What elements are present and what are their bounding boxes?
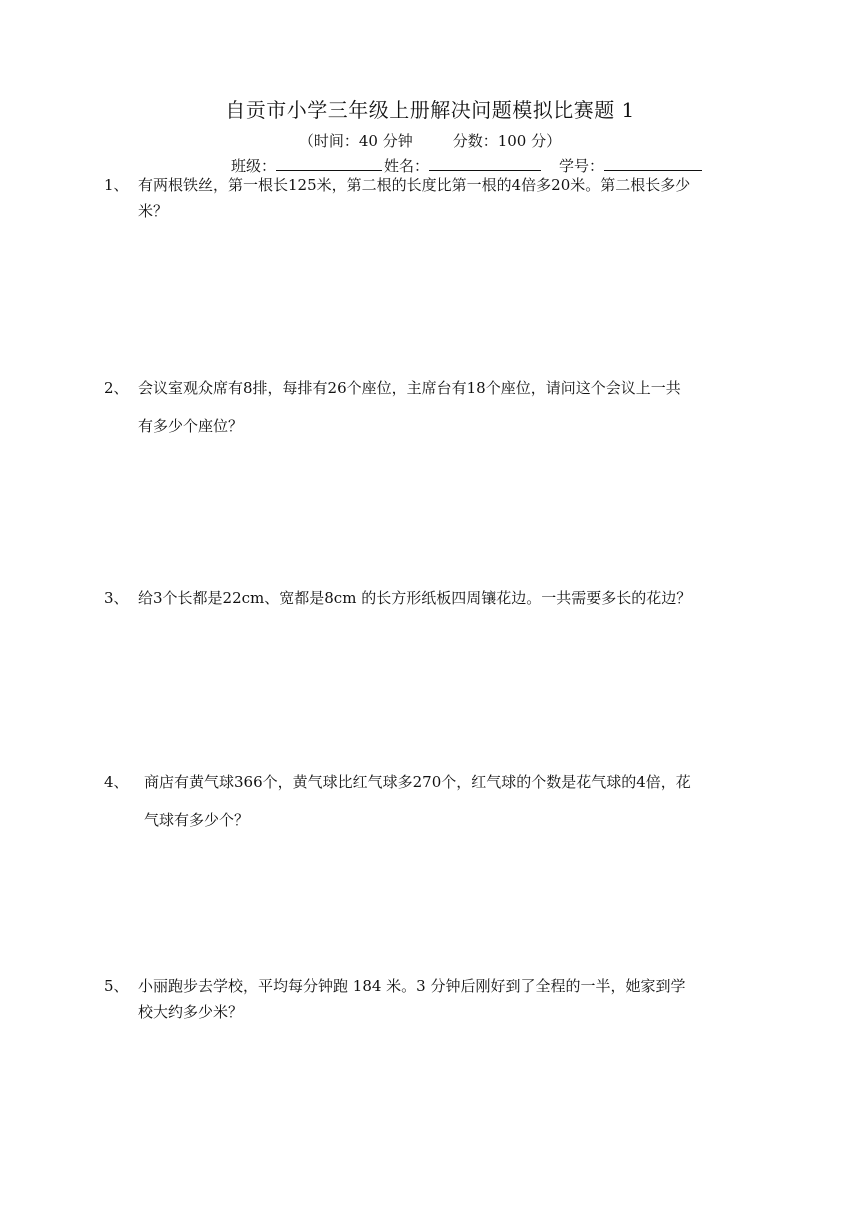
question-text (144, 763, 691, 839)
question-text-line: 小丽跑步去学校，平均每分钟跑 184 米。3 分钟后刚好到了全程的一半，她家到学 (138, 977, 686, 995)
name-label: 姓名： (384, 157, 430, 175)
question-text (138, 585, 691, 611)
student-id-field[interactable] (604, 154, 702, 171)
question-text-line: 会议室观众席有8排，每排有26个座位，主席台有18个座位，请问这个会议上一共 (138, 379, 681, 397)
total-score: 分数：100 分） (452, 132, 562, 150)
page-title: 自贡市小学三年级上册解决问题模拟比赛题 1 (225, 98, 635, 122)
question-number: 5、 (104, 977, 129, 995)
class-field[interactable] (276, 154, 382, 171)
question-text (138, 369, 681, 445)
question-number: 4、 (104, 773, 129, 791)
question-text-line: 给3个长都是22cm、宽都是8cm 的长方形纸板四周镶花边。一共需要多长的花边？ (138, 589, 692, 607)
question-3 (104, 585, 764, 615)
question-text (138, 172, 690, 224)
question-5 (104, 973, 764, 1033)
time-limit: （时间：40 分钟 (298, 132, 413, 150)
question-2 (104, 369, 764, 439)
question-number: 1、 (104, 176, 129, 194)
student-id-label: 学号： (559, 157, 605, 175)
question-text-line: 有两根铁丝，第一根长125米，第二根的长度比第一根的4倍多20米。第二根长多少 (138, 176, 691, 194)
question-text-line: 气球有多少个？ (144, 811, 250, 829)
question-number: 2、 (104, 379, 129, 397)
class-label: 班级： (231, 157, 277, 175)
question-text-line: 商店有黄气球366个，黄气球比红气球多270个，红气球的个数是花气球的4倍，花 (144, 773, 691, 791)
question-text-line: 米？ (138, 202, 169, 220)
question-1 (104, 172, 764, 232)
question-number: 3、 (104, 589, 129, 607)
question-text-line: 校大约多少米？ (138, 1003, 244, 1021)
exam-meta (0, 130, 860, 151)
question-text-line: 有多少个座位？ (138, 417, 244, 435)
question-4 (104, 763, 764, 833)
question-text (138, 973, 685, 1025)
name-field[interactable] (429, 154, 541, 171)
